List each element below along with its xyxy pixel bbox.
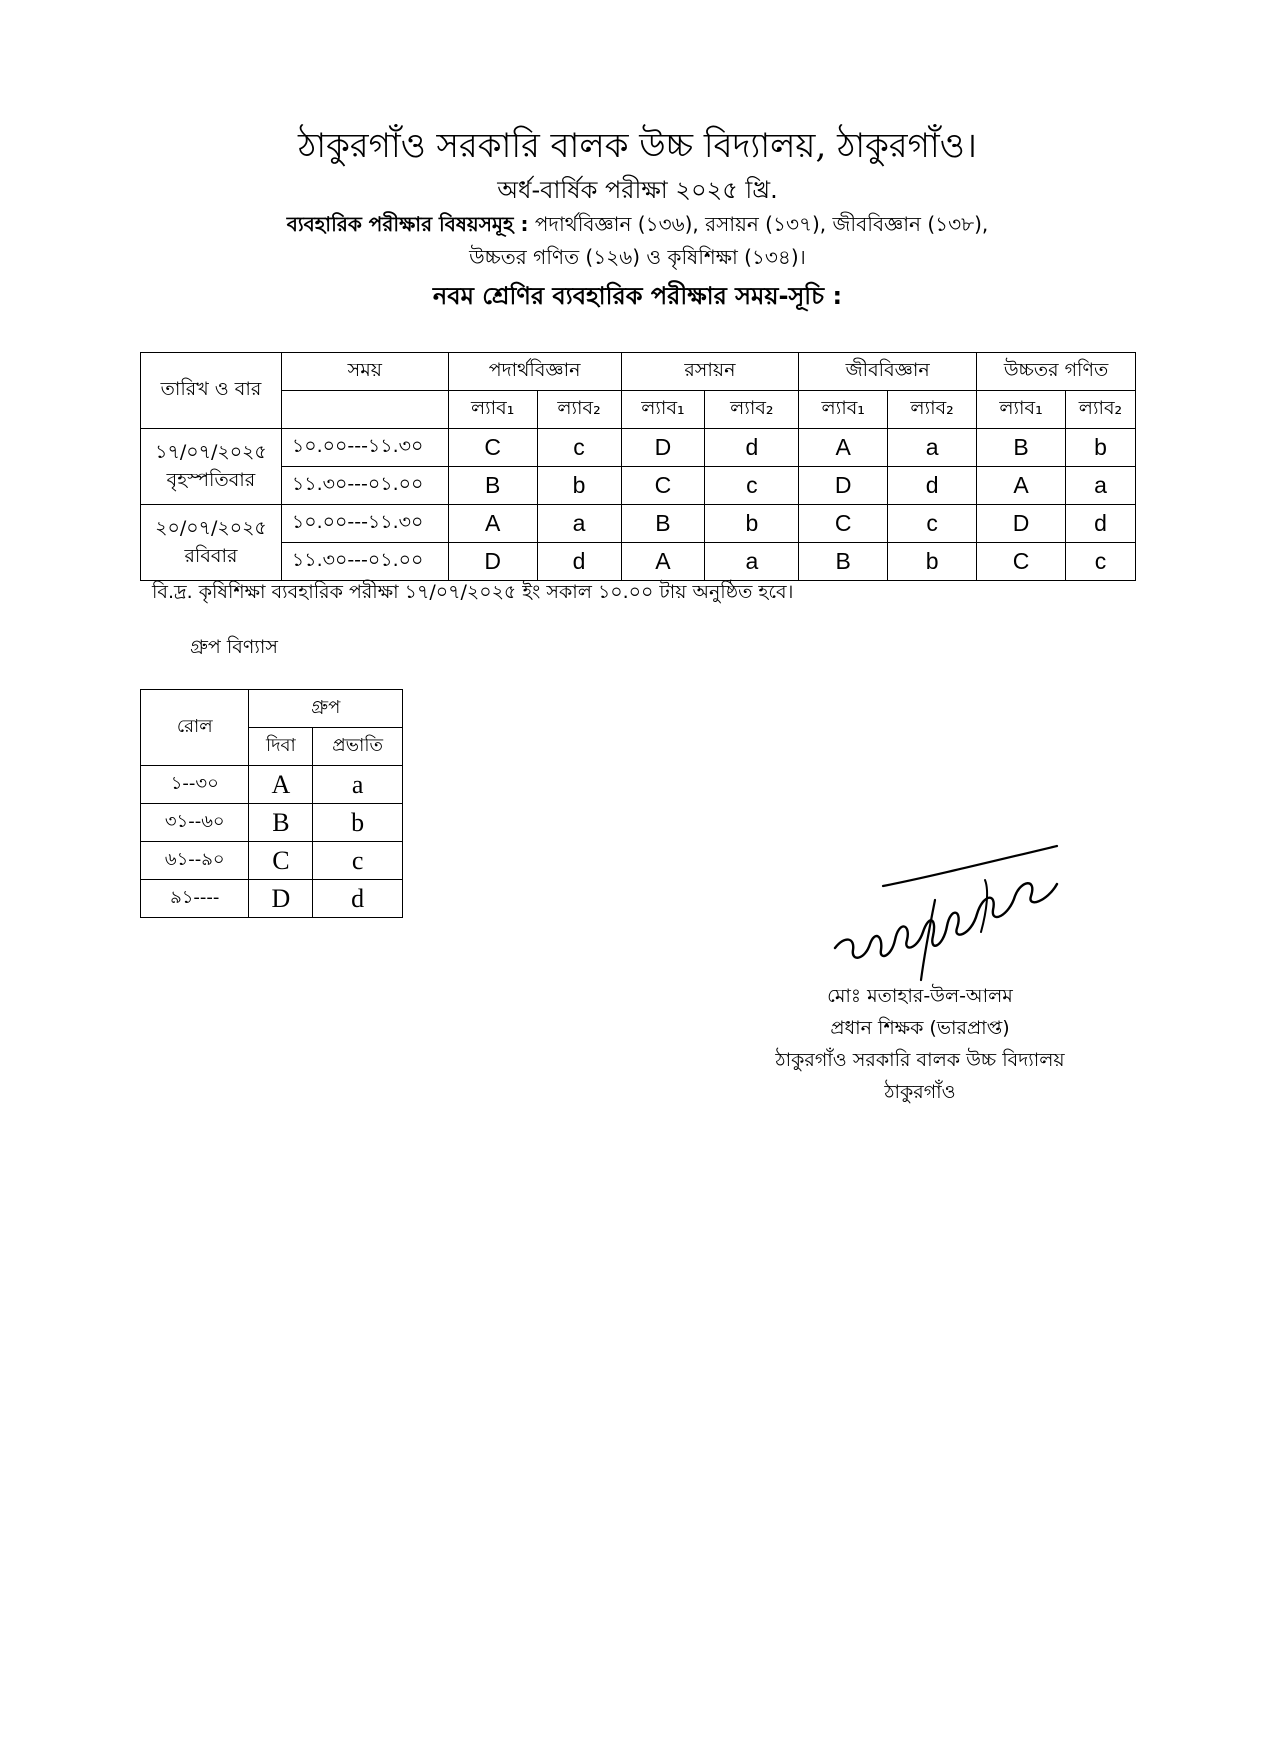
table-row	[141, 543, 1136, 581]
group-cell: d	[705, 429, 799, 467]
header-lab2: ল্যাব₂	[537, 391, 621, 429]
group-cell: A	[977, 467, 1066, 505]
header-group: গ্রুপ	[249, 690, 403, 728]
group-cell: D	[448, 543, 537, 581]
header-time-blank	[281, 391, 448, 429]
group-cell: c	[1065, 543, 1135, 581]
subjects-label: ব্যবহারিক পরীক্ষার বিষয়সমূহ :	[286, 212, 529, 236]
day-group-cell: B	[249, 804, 313, 842]
header-physics: পদার্থবিজ্ঞান	[448, 353, 621, 391]
header-date-day: তারিখ ও বার	[141, 353, 282, 429]
subjects-line-2: উচ্চতর গণিত (১২৬) ও কৃষিশিক্ষা (১৩৪)।	[469, 245, 806, 269]
group-cell: b	[1065, 429, 1135, 467]
day-group-cell: A	[249, 766, 313, 804]
morning-group-cell: b	[313, 804, 403, 842]
table-row	[141, 880, 403, 918]
roll-cell: ৬১--৯০	[141, 842, 249, 880]
day-group-cell: C	[249, 842, 313, 880]
table-row	[141, 429, 1136, 467]
header-lab2: ল্যাব₂	[1065, 391, 1135, 429]
header-roll: রোল	[141, 690, 249, 766]
group-cell: C	[977, 543, 1066, 581]
weekday: রবিবার	[184, 544, 238, 567]
group-cell: D	[799, 467, 888, 505]
group-cell: b	[705, 505, 799, 543]
subjects-line-1	[0, 210, 1275, 243]
signatory-place: ঠাকুরগাঁও	[884, 1081, 956, 1103]
roll-cell: ৯১----	[141, 880, 249, 918]
group-cell: D	[977, 505, 1066, 543]
date-day-cell	[141, 505, 282, 581]
time-cell: ১০.০০---১১.৩০	[281, 505, 448, 543]
time-cell: ১০.০০---১১.৩০	[281, 429, 448, 467]
morning-group-cell: d	[313, 880, 403, 918]
group-caption: গ্রুপ বিণ্যাস	[190, 636, 278, 658]
table-row	[141, 766, 403, 804]
group-cell: a	[1065, 467, 1135, 505]
table-row	[141, 804, 403, 842]
table-row	[141, 842, 403, 880]
group-cell: c	[888, 505, 977, 543]
header-lab1: ল্যাব₁	[621, 391, 705, 429]
header-lab2: ল্যাব₂	[705, 391, 799, 429]
header-lab1: ল্যাব₁	[448, 391, 537, 429]
group-cell: b	[537, 467, 621, 505]
exam-name: অর্ধ-বার্ষিক পরীক্ষা ২০২৫ খ্রি.	[497, 176, 778, 204]
group-cell: C	[448, 429, 537, 467]
group-cell: B	[448, 467, 537, 505]
table-row	[141, 467, 1136, 505]
morning-group-cell: a	[313, 766, 403, 804]
group-cell: c	[537, 429, 621, 467]
signatory-name: মোঃ মতাহার-উল-আলম	[827, 985, 1013, 1007]
group-table	[140, 689, 403, 918]
signatory-school: ঠাকুরগাঁও সরকারি বালক উচ্চ বিদ্যালয়	[775, 1049, 1065, 1071]
group-cell: D	[621, 429, 705, 467]
header-lab2: ল্যাব₂	[888, 391, 977, 429]
header-time: সময়	[281, 353, 448, 391]
group-cell: a	[888, 429, 977, 467]
day-group-cell: D	[249, 880, 313, 918]
time-cell: ১১.৩০---০১.০০	[281, 467, 448, 505]
header-chemistry: রসায়ন	[621, 353, 799, 391]
weekday: বৃহস্পতিবার	[166, 468, 256, 491]
date-day-cell	[141, 429, 282, 505]
group-cell: B	[621, 505, 705, 543]
group-cell: C	[621, 467, 705, 505]
subjects-list-1: পদার্থবিজ্ঞান (১৩৬), রসায়ন (১৩৭), জীববিজ্ঞান (১৩৮),	[528, 212, 989, 236]
header-lab1: ল্যাব₁	[799, 391, 888, 429]
group-cell: C	[799, 505, 888, 543]
group-cell: A	[448, 505, 537, 543]
group-cell: A	[799, 429, 888, 467]
group-cell: a	[705, 543, 799, 581]
header-lab1: ল্যাব₁	[977, 391, 1066, 429]
note: বি.দ্র. কৃষিশিক্ষা ব্যবহারিক পরীক্ষা ১৭/০৭/২০২৫ ইং সকাল ১০.০০ টায় অনুষ্ঠিত হবে।	[152, 581, 794, 603]
header-biology: জীববিজ্ঞান	[799, 353, 977, 391]
morning-group-cell: c	[313, 842, 403, 880]
group-cell: B	[977, 429, 1066, 467]
header-higher-math: উচ্চতর গণিত	[977, 353, 1136, 391]
header-morning-shift: প্রভাতি	[313, 728, 403, 766]
schedule-heading: নবম শ্রেণির ব্যবহারিক পরীক্ষার সময়-সূচি :	[432, 282, 843, 310]
roll-cell: ১--৩০	[141, 766, 249, 804]
schedule-table	[140, 352, 1136, 581]
group-cell: d	[1065, 505, 1135, 543]
date: ১৭/০৭/২০২৫	[155, 440, 267, 463]
table-row	[141, 505, 1136, 543]
group-cell: A	[621, 543, 705, 581]
time-cell: ১১.৩০---০১.০০	[281, 543, 448, 581]
roll-cell: ৩১--৬০	[141, 804, 249, 842]
header-day-shift: দিবা	[249, 728, 313, 766]
group-cell: d	[888, 467, 977, 505]
signature	[825, 840, 1070, 990]
group-cell: a	[537, 505, 621, 543]
group-cell: B	[799, 543, 888, 581]
school-title: ঠাকুরগাঁও সরকারি বালক উচ্চ বিদ্যালয়, ঠাকুরগাঁও।	[298, 126, 977, 166]
signatory-designation: প্রধান শিক্ষক (ভারপ্রাপ্ত)	[830, 1017, 1010, 1039]
group-cell: c	[705, 467, 799, 505]
group-cell: d	[537, 543, 621, 581]
group-cell: b	[888, 543, 977, 581]
date: ২০/০৭/২০২৫	[155, 516, 267, 539]
